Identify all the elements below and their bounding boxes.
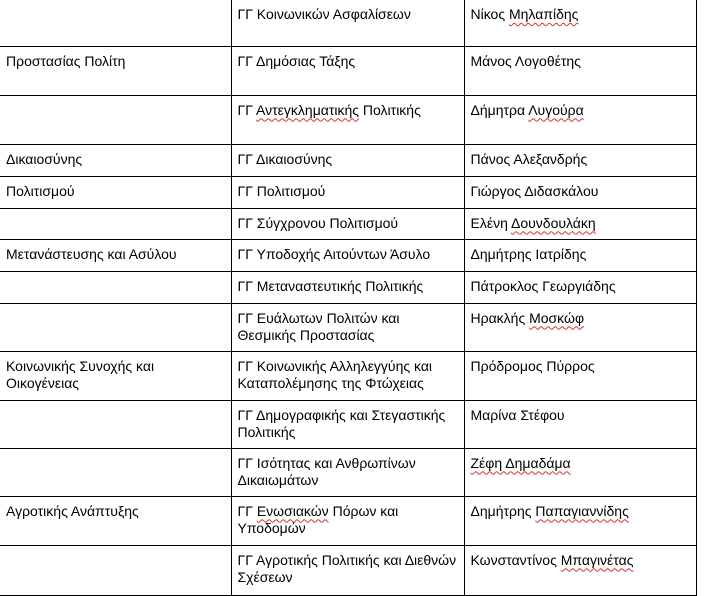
general-secretariat-cell	[231, 351, 464, 400]
secretary-general-cell	[464, 545, 696, 595]
text-part: ΓΓ	[237, 502, 257, 519]
text-part: Μαρίνα Στέφου	[470, 406, 565, 423]
text-part: Μάνος Λογοθέτης	[470, 52, 581, 69]
table-row	[0, 545, 696, 595]
secretary-general-cell	[464, 176, 696, 208]
text-part: ΓΓ Πολιτισμού	[237, 182, 326, 199]
general-secretariat-cell	[231, 144, 464, 176]
text-part: ΓΓ Δημογραφικής και Στεγαστικής Πολιτικής	[237, 406, 446, 440]
general-secretariat-cell	[231, 400, 464, 448]
spellcheck-word: Μοσκώφ	[529, 309, 585, 326]
text-part: Πάτροκλος Γεωργιάδης	[470, 277, 616, 294]
text-part: Πόρων και Υποδομών	[237, 502, 399, 536]
ministry-cell: Μετανάστευσης και Ασύλου	[0, 239, 231, 271]
text-part: Πολιτικής	[359, 101, 421, 118]
text-part: Δημήτρης	[470, 502, 536, 519]
ministry-cell	[0, 95, 231, 144]
general-secretariat-cell	[231, 448, 464, 496]
general-secretariat-cell	[231, 46, 464, 95]
secretary-general-cell	[464, 303, 696, 351]
text-part: Πάνος Αλεξανδρής	[470, 150, 588, 167]
spellcheck-word: Λυγούρα	[528, 101, 584, 118]
table-row	[0, 271, 696, 303]
text-part: ΓΓ Κοινωνικών Ασφαλίσεων	[237, 6, 411, 22]
ministry-cell	[0, 0, 231, 46]
text-part: ΓΓ Ισότητας και Ανθρωπίνων Δικαιωμάτων	[237, 454, 416, 488]
table-row	[0, 208, 696, 239]
text-part: Ηρακλής	[470, 309, 530, 326]
table-row	[0, 400, 696, 448]
ministry-cell	[0, 303, 231, 351]
secretary-general-cell	[464, 496, 696, 545]
ministry-cell: Προστασίας Πολίτη	[0, 46, 231, 95]
spellcheck-word: Μπαγινέτας	[560, 551, 634, 568]
text-part: Δημήτρης Ιατρίδης	[470, 245, 587, 262]
general-secretariat-cell	[231, 95, 464, 144]
ministry-cell	[0, 545, 231, 595]
table-row	[0, 496, 696, 545]
ministry-cell: Κοινωνικής Συνοχής και Οικογένειας	[0, 351, 231, 400]
text-part: Πρόδρομος Πύρρος	[470, 357, 595, 374]
table-row	[0, 46, 696, 95]
general-secretariat-cell	[231, 496, 464, 545]
general-secretariat-cell	[231, 545, 464, 595]
table-row	[0, 176, 696, 208]
spellcheck-word: Ζέφη Δημαδάμα	[470, 454, 571, 471]
general-secretariat-cell	[231, 239, 464, 271]
text-part: ΓΓ Δικαιοσύνης	[237, 150, 333, 167]
ministry-cell	[0, 271, 231, 303]
secretary-general-cell	[464, 0, 696, 46]
general-secretariat-cell	[231, 303, 464, 351]
ministry-cell: Πολιτισμού	[0, 176, 231, 208]
text-part: ΓΓ Υποδοχής Αιτούντων Άσυλο	[237, 245, 431, 262]
text-part: Νίκος	[470, 6, 509, 22]
spellcheck-word: Μηλαπίδης	[508, 6, 579, 22]
ministry-cell	[0, 400, 231, 448]
ministry-cell	[0, 208, 231, 239]
ministry-cell: Αγροτικής Ανάπτυξης	[0, 496, 231, 545]
text-part: ΓΓ	[237, 101, 257, 118]
table-row	[0, 95, 696, 144]
text-part: ΓΓ Δημόσιας Τάξης	[237, 52, 356, 69]
table-row	[0, 239, 696, 271]
spellcheck-word: Δουνδουλάκη	[510, 214, 596, 231]
text-part: Δήμητρα	[470, 101, 529, 118]
spellcheck-word: Ενωσιακών	[256, 502, 329, 519]
table-row	[0, 448, 696, 496]
ministry-cell	[0, 448, 231, 496]
secretary-general-cell	[464, 448, 696, 496]
text-part: Γιώργος Διδασκάλου	[470, 182, 599, 199]
secretary-general-cell	[464, 208, 696, 239]
secretary-general-cell	[464, 144, 696, 176]
general-secretariat-cell	[231, 208, 464, 239]
text-part: ΓΓ Μεταναστευτικής Πολιτικής	[237, 277, 424, 294]
general-secretariat-cell	[231, 176, 464, 208]
secretary-general-cell	[464, 95, 696, 144]
text-part: ΓΓ Σύγχρονου Πολιτισμού	[237, 214, 399, 231]
text-part: ΓΓ Ευάλωτων Πολιτών και Θεσμικής Προστασίας	[237, 309, 400, 343]
general-secretariat-cell	[231, 271, 464, 303]
text-part: ΓΓ Αγροτικής Πολιτικής και Διεθνών Σχέσεων	[237, 551, 457, 585]
table-row	[0, 0, 696, 46]
secretary-general-cell	[464, 46, 696, 95]
text-part: Ελένη	[470, 214, 511, 231]
ministry-cell: Δικαιοσύνης	[0, 144, 231, 176]
table-row	[0, 144, 696, 176]
table-row	[0, 351, 696, 400]
spellcheck-word: Παπαγιαννίδης	[535, 502, 629, 519]
secretary-general-cell	[464, 239, 696, 271]
text-part: Κωνσταντίνος	[470, 551, 561, 568]
general-secretariat-cell	[231, 0, 464, 46]
secretary-general-cell	[464, 351, 696, 400]
spellcheck-word: Αντεγκληματικής	[256, 101, 360, 118]
secretary-general-cell	[464, 271, 696, 303]
secretary-general-cell	[464, 400, 696, 448]
text-part: ΓΓ Κοινωνικής Αλληλεγγύης και Καταπολέμησης της Φτώχειας	[237, 357, 433, 391]
table-row	[0, 303, 696, 351]
